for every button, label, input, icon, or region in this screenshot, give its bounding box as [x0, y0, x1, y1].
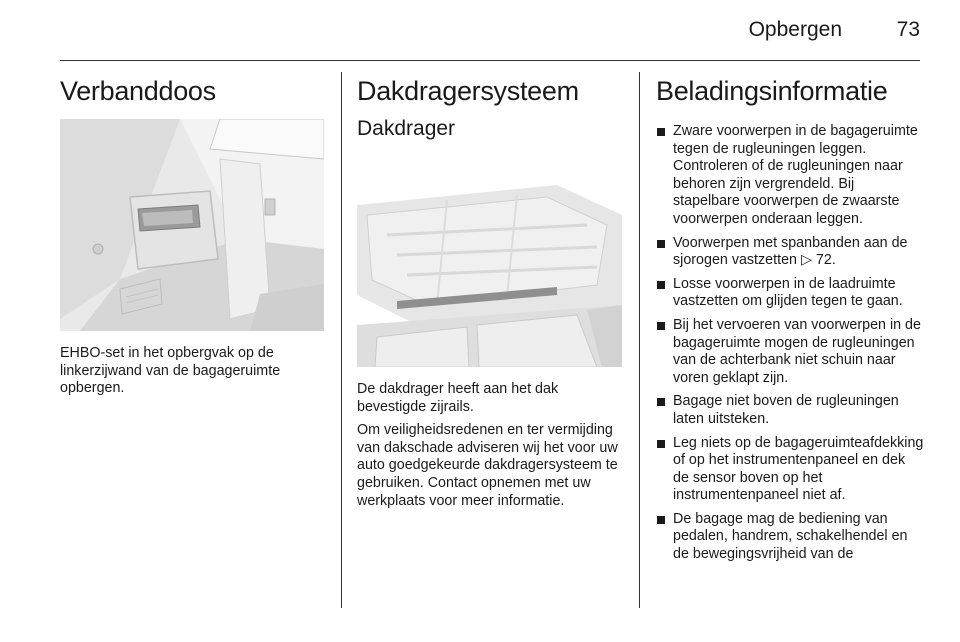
bullet-square-icon: [657, 440, 665, 448]
heading-first-aid: Verbanddoos: [60, 76, 216, 106]
list-item: Losse voorwerpen in de laadruimte vastzetten om glijden tegen te gaan.: [656, 276, 924, 311]
bullet-square-icon: [657, 516, 665, 524]
bullet-square-icon: [657, 322, 665, 330]
column-loading-info: [656, 60, 924, 570]
bullet-square-icon: [657, 240, 665, 248]
bullet-square-icon: [657, 281, 665, 289]
column-divider: [341, 72, 342, 608]
bullet-square-icon: [657, 128, 665, 136]
list-item: Bagage niet boven de rugleuningen laten uitsteken.: [656, 393, 924, 428]
heading-roof-rack-system: Dakdragersysteem: [357, 76, 579, 106]
loading-bullet-list: [656, 123, 924, 564]
first-aid-caption: EHBO-set in het opbergvak op de linkerzijwand van de bagageruimte opbergen.: [60, 345, 281, 397]
bullet-square-icon: [657, 398, 665, 406]
roof-rack-paragraph-1: De dakdrager heeft aan het dak bevestigde zijrails.: [357, 381, 559, 415]
list-item: Voorwerpen met spanbanden aan de sjorogen vastzetten ▷ 72.: [656, 235, 924, 270]
list-item: De bagage mag de bediening van pedalen, handrem, schakelhendel en de bewegingsvrijheid van de: [656, 511, 924, 564]
list-item: Zware voorwerpen in de bagageruimte tegen de rugleuningen leggen. Controleren of de rugleuningen naar behoren zijn vergrendeld. Bij stapelbare voorwerpen de zwaarste voorwerpen onderaan leggen.: [656, 123, 924, 229]
subheading-roof-rack: Dakdrager: [357, 117, 456, 140]
first-aid-kit-illustration: [60, 119, 324, 331]
column-divider: [639, 72, 640, 608]
heading-loading-information: Beladingsinformatie: [656, 76, 888, 106]
page-number: 73: [896, 18, 920, 41]
roof-rack-paragraph-2: Om veiligheidsredenen en ter vermijding van dakschade adviseren wij het voor uw auto goedgekeurde dakdragersysteem te gebruiken. Contact opnemen met uw werkplaats voor meer informatie.: [357, 422, 618, 509]
roof-rack-illustration: [357, 155, 622, 367]
section-title: Opbergen: [748, 18, 842, 41]
list-item: Leg niets op de bagageruimteafdekking of op het instrumentenpaneel en dek de sensor boven op het instrumentenpaneel niet af.: [656, 435, 924, 505]
column-roof-rack: [357, 60, 622, 510]
page-header: [60, 0, 920, 61]
column-first-aid: [60, 60, 324, 398]
list-item: Bij het vervoeren van voorwerpen in de bagageruimte mogen de rugleuningen van de achterbank niet schuin naar voren geklapt zijn.: [656, 317, 924, 387]
